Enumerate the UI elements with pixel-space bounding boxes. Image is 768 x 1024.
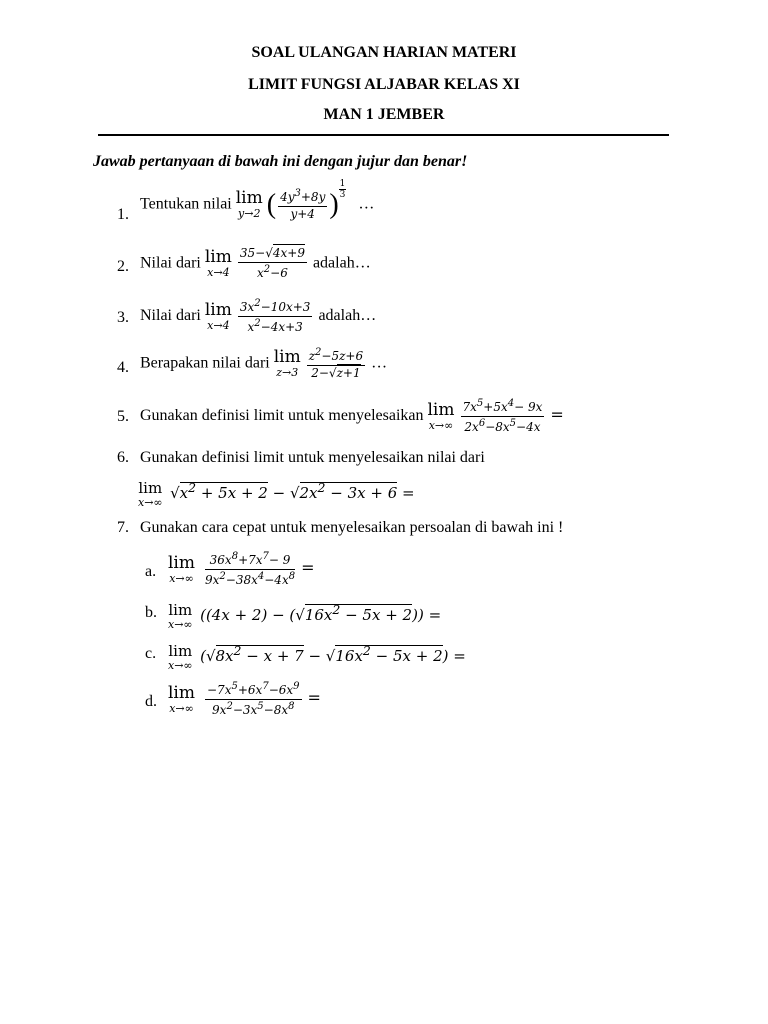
fraction: $\frac{36x^8+7x^7- 9}{9x^2-38x^4-4x^8}$: [205, 551, 296, 587]
fraction: $\frac{35-√4x+9}{x^2-6}$: [239, 246, 305, 280]
fraction: $\frac{4y^3+8y}{y+4}$: [280, 188, 326, 221]
question-3-text: Nilai dari: [140, 306, 201, 324]
title-line-2: LIMIT FUNGSI ALJABAR KELAS XI: [248, 76, 520, 93]
question-1-tail: …: [358, 195, 375, 213]
question-7-number: 7.: [117, 519, 129, 536]
sub-item-d: lim x→∞ $\frac{-7x^5+6x^7-6x^9}{9x^2-3x^5-8x^8}$ =: [168, 681, 321, 717]
question-6-number: 6.: [117, 449, 129, 466]
question-5: [140, 398, 564, 435]
question-2-text: Nilai dari: [140, 254, 201, 272]
question-2-tail: adalah…: [312, 254, 371, 272]
title-line-3: MAN 1 JEMBER: [323, 106, 445, 123]
question-1-number: 1.: [117, 206, 129, 223]
fraction: $\frac{3x^2-10x+3}{x^2-4x+3}$: [239, 298, 311, 334]
limit-operator: lim x→4: [204, 247, 232, 280]
header-divider: [98, 134, 669, 136]
question-7: [140, 519, 563, 537]
question-3: [140, 298, 376, 335]
fraction: $\frac{-7x^5+6x^7-6x^9}{9x^2-3x^5-8x^8}$: [207, 681, 300, 717]
question-1-text: Tentukan nilai: [140, 195, 232, 213]
sub-item-a-label: a.: [145, 563, 157, 580]
instruction-text: Jawab pertanyaan di bawah ini dengan jujur dan benar!: [93, 153, 468, 170]
question-2-number: 2.: [117, 258, 129, 275]
question-6-text: Gunakan definisi limit untuk menyelesaikan nilai dari: [140, 449, 485, 466]
limit-operator: lim z→3: [273, 347, 301, 380]
question-6: [140, 449, 485, 467]
limit-operator: lim x→∞: [138, 479, 163, 510]
title-line-1: SOAL ULANGAN HARIAN MATERI: [251, 44, 517, 61]
question-4: [140, 347, 387, 381]
question-6-expression: lim x→∞ $√x^2 + 5x + 2 - √2x^2 - 3x + 6$ =: [138, 479, 415, 510]
question-3-tail: adalah…: [318, 306, 377, 324]
question-5-text: Gunakan definisi limit untuk menyelesaikan: [140, 406, 424, 424]
limit-operator: lim x→∞: [168, 552, 195, 585]
limit-operator: lim x→∞: [168, 601, 193, 632]
sub-item-b: lim x→∞ $((4x + 2) - (√16x^2 - 5x + 2))$ =: [168, 601, 442, 632]
question-4-tail: …: [371, 354, 388, 372]
question-4-text: Berapakan nilai dari: [140, 354, 270, 372]
question-2: [140, 247, 371, 281]
limit-operator: lim x→∞: [168, 682, 195, 715]
question-3-number: 3.: [117, 309, 129, 326]
fraction: $\frac{z^2-5z+6}{2-√z+1}$: [308, 347, 364, 380]
exponent-one-third: $\frac{1}{3}$: [339, 179, 346, 200]
limit-operator: lim x→∞: [427, 399, 455, 432]
sub-item-c: lim x→∞ $(√8x^2 - x + 7 - √16x^2 - 5x + 2)$ =: [168, 642, 466, 673]
sub-item-c-label: c.: [145, 645, 157, 662]
question-1: Tentukan nilai lim y→2 ( $\frac{4y^3+8y}{y+4}$ ) $\frac{1}{3}$ …: [140, 179, 375, 221]
sub-item-d-label: d.: [145, 693, 157, 710]
question-5-tail: =: [550, 404, 564, 424]
question-7-text: Gunakan cara cepat untuk menyelesaikan persoalan di bawah ini !: [140, 519, 564, 536]
limit-operator: lim x→∞: [168, 642, 193, 673]
sub-item-a: lim x→∞ $\frac{36x^8+7x^7- 9}{9x^2-38x^4-4x^8}$ =: [168, 551, 315, 587]
question-4-number: 4.: [117, 359, 129, 376]
fraction: $\frac{7x^5+5x^4- 9x}{2x^6-8x^5-4x}$: [462, 398, 543, 434]
limit-operator: lim y→2: [235, 188, 263, 221]
question-5-number: 5.: [117, 408, 129, 425]
limit-operator: lim x→4: [204, 299, 232, 332]
sub-item-b-label: b.: [145, 604, 157, 621]
